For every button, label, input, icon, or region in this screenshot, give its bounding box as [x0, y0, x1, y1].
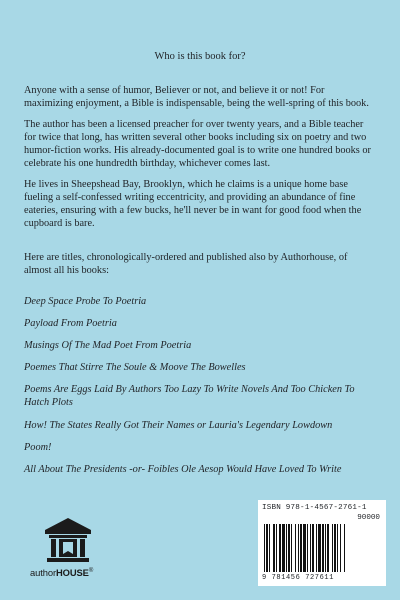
- page-title: Who is this book for?: [154, 51, 246, 62]
- book-title: Poemes That Stirre The Soule & Moove The Bowelles: [24, 362, 246, 374]
- book-title: Poems Are Eggs Laid By Authors Too Lazy To Write Novels And Too Chicken To Hatch Plots: [24, 384, 355, 409]
- book-title-list: [24, 295, 376, 485]
- book-title: Deep Space Probe To Poetria: [24, 296, 147, 307]
- titles-intro-paragraph: Here are titles, chronologically-ordered and published also by Authorhouse, of almost all his books:: [24, 252, 348, 277]
- book-title: Musings Of The Mad Poet From Poetria: [24, 340, 192, 352]
- publisher-logo: [30, 517, 112, 583]
- author-bio-paragraph: The author has been a licensed preacher for over twenty years, and a Bible teacher for twice that long, has written several other books including six on poetry and two humor-fiction works. His already-documented goal is to write one hundred books or celebrate his one hundredth birthday, whichever comes last.: [24, 119, 371, 170]
- book-title: Payload From Poetria: [24, 318, 117, 330]
- barcode-digits: 9 781456 727611: [262, 574, 335, 582]
- price-code: 90000: [357, 514, 380, 522]
- isbn-label: ISBN 978-1-4567-2761-1: [262, 504, 367, 512]
- book-title: How! The States Really Got Their Names or Lauria's Legendary Lowdown: [24, 419, 333, 431]
- isbn-barcode: [258, 500, 386, 586]
- book-title: All About The Presidents -or- Foibles Ole Aesop Would Have Loved To Write: [24, 463, 342, 475]
- book-title: Poom!: [24, 441, 52, 453]
- residence-paragraph: He lives in Sheepshead Bay, Brooklyn, which he claims is a unique home base fueling a self-confessed writing eccentricity, and providing an abundance of fine eateries, ensuring with a few bucks, he'll never be in want for good food when the cupboard is bare.: [24, 179, 362, 230]
- publisher-wordmark: authorHOUSE®: [30, 567, 94, 578]
- book-house-icon: [43, 517, 93, 565]
- intro-paragraph: Anyone with a sense of humor, Believer or not, and believe it or not! For maximizing enjoyment, a Bible is indispensable, being the well-spring of this book.: [24, 85, 369, 110]
- barcode-bars: [262, 524, 382, 574]
